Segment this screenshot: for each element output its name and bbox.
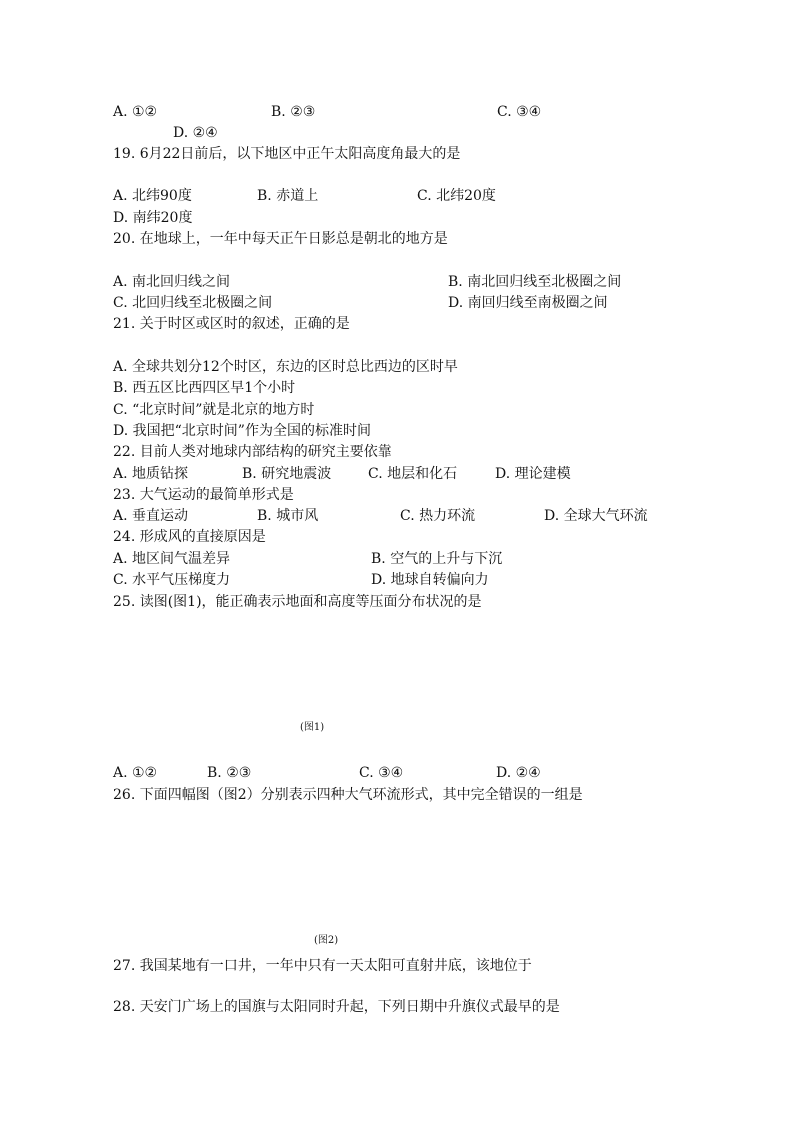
q23-option-b: B. 城市风: [257, 508, 319, 524]
q22-stem: 22. 目前人类对地球内部结构的研究主要依靠: [113, 444, 392, 460]
q22-option-d: D. 理论建模: [495, 466, 571, 482]
q24-option-b: B. 空气的上升与下沉: [371, 551, 503, 567]
figure-2-caption: (图2): [314, 935, 339, 946]
q18-option-a: A. ①②: [113, 104, 158, 120]
q18-option-c: C. ③④: [497, 104, 542, 120]
q23-option-c: C. 热力环流: [400, 508, 476, 524]
q19-option-d: D. 南纬20度: [113, 210, 193, 226]
q21-option-c: C. “北京时间”就是北京的地方时: [113, 402, 315, 418]
q19-stem: 19. 6月22日前后，以下地区中正午太阳高度角最大的是: [113, 146, 461, 162]
q18-option-b: B. ②③: [271, 104, 316, 120]
q19-option-c: C. 北纬20度: [417, 188, 496, 204]
q24-stem: 24. 形成风的直接原因是: [113, 529, 266, 545]
q23-stem: 23. 大气运动的最简单形式是: [113, 487, 294, 503]
q20-option-d: D. 南回归线至南极圈之间: [448, 295, 608, 311]
q21-option-a: A. 全球共划分12个时区，东边的区时总比西边的区时早: [113, 359, 458, 375]
q25-option-c: C. ③④: [359, 765, 404, 781]
q20-option-b: B. 南北回归线至北极圈之间: [448, 274, 622, 290]
q23-option-a: A. 垂直运动: [113, 508, 189, 524]
q22-option-a: A. 地质钻探: [113, 466, 189, 482]
q26-stem: 26. 下面四幅图（图2）分别表示四种大气环流形式，其中完全错误的一组是: [113, 787, 583, 803]
q24-option-a: A. 地区间气温差异: [113, 551, 231, 567]
q25-option-b: B. ②③: [207, 765, 252, 781]
q21-option-d: D. 我国把“北京时间”作为全国的标准时间: [113, 423, 371, 439]
q27-stem: 27. 我国某地有一口井，一年中只有一天太阳可直射井底，该地位于: [113, 958, 532, 974]
q25-stem: 25. 读图(图1)，能正确表示地面和高度等压面分布状况的是: [113, 594, 482, 610]
q22-option-c: C. 地层和化石: [368, 466, 458, 482]
q20-stem: 20. 在地球上，一年中每天正午日影总是朝北的地方是: [113, 231, 448, 247]
q23-option-d: D. 全球大气环流: [544, 508, 648, 524]
q24-option-d: D. 地球自转偏向力: [371, 572, 489, 588]
figure-1-caption: (图1): [300, 722, 325, 733]
q24-option-c: C. 水平气压梯度力: [113, 572, 231, 588]
q20-option-c: C. 北回归线至北极圈之间: [113, 295, 273, 311]
q20-option-a: A. 南北回归线之间: [113, 274, 231, 290]
q21-option-b: B. 西五区比西四区早1个小时: [113, 380, 296, 396]
q18-option-d: D. ②④: [173, 125, 218, 141]
q19-option-a: A. 北纬90度: [113, 188, 192, 204]
q21-stem: 21. 关于时区或区时的叙述，正确的是: [113, 316, 350, 332]
q19-option-b: B. 赤道上: [257, 188, 319, 204]
q25-option-a: A. ①②: [113, 765, 158, 781]
q28-stem: 28. 天安门广场上的国旗与太阳同时升起，下列日期中升旗仪式最早的是: [113, 999, 560, 1015]
q22-option-b: B. 研究地震波: [242, 466, 332, 482]
q25-option-d: D. ②④: [496, 765, 541, 781]
